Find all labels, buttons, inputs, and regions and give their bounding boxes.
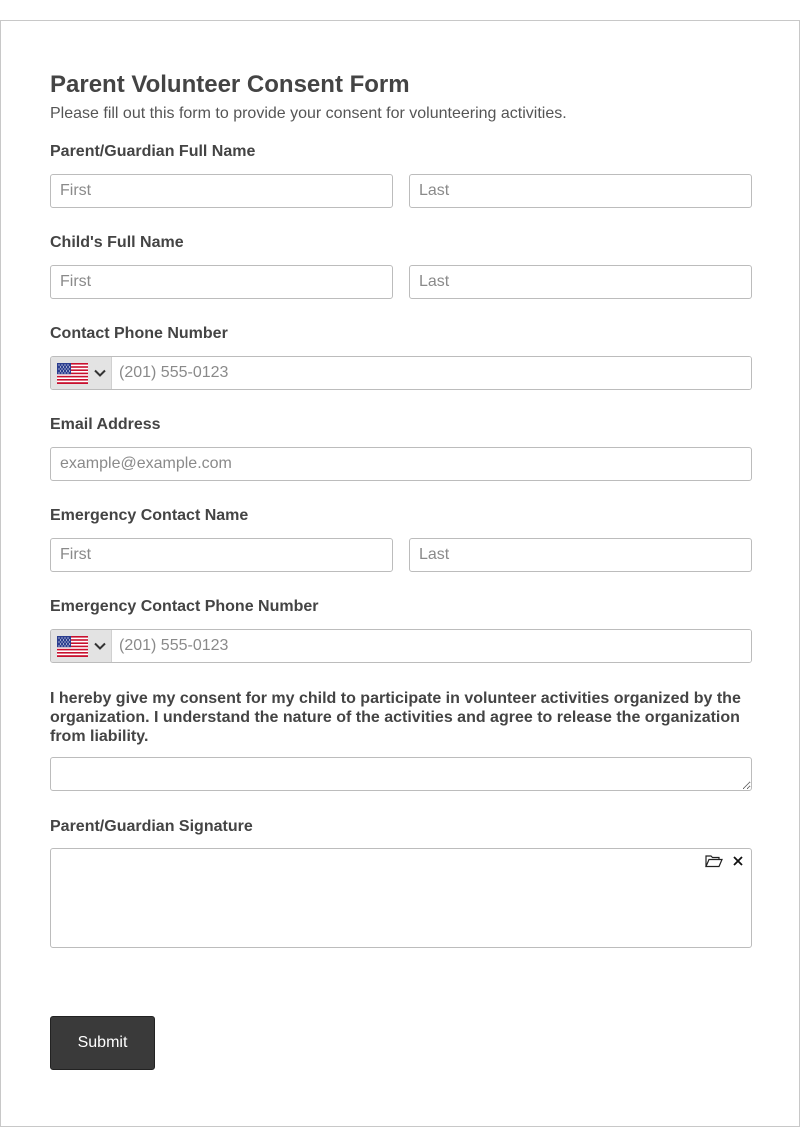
email-label: Email Address xyxy=(50,416,161,433)
folder-open-icon[interactable] xyxy=(705,854,723,868)
close-icon[interactable] xyxy=(731,854,745,868)
country-code-select[interactable] xyxy=(51,630,112,662)
us-flag-icon xyxy=(57,636,88,657)
chevron-down-icon xyxy=(94,369,106,377)
contact-phone-input[interactable] xyxy=(112,357,751,389)
emergency-phone-label: Emergency Contact Phone Number xyxy=(50,598,319,615)
emergency-name-label: Emergency Contact Name xyxy=(50,507,249,524)
parent-last-name-input[interactable] xyxy=(409,174,752,208)
parent-first-name-input[interactable] xyxy=(50,174,393,208)
us-flag-icon xyxy=(57,363,88,384)
form-container xyxy=(0,20,800,1127)
emergency-phone-input[interactable] xyxy=(112,630,751,662)
consent-textarea[interactable] xyxy=(50,757,752,791)
signature-pad[interactable] xyxy=(50,848,752,948)
consent-statement: I hereby give my consent for my child to participate in volunteer activities organized by the organization. I understand the nature of the activities and agree to release the organization from liability. xyxy=(50,690,741,745)
form-subtitle: Please fill out this form to provide your consent for volunteering activities. xyxy=(50,105,567,122)
country-code-select[interactable] xyxy=(51,357,112,389)
email-input[interactable] xyxy=(50,447,752,481)
child-first-name-input[interactable] xyxy=(50,265,393,299)
form-title: Parent Volunteer Consent Form xyxy=(50,71,410,98)
contact-phone-field xyxy=(50,356,752,390)
contact-phone-label: Contact Phone Number xyxy=(50,325,228,342)
child-name-label: Child's Full Name xyxy=(50,234,184,251)
chevron-down-icon xyxy=(94,642,106,650)
signature-label: Parent/Guardian Signature xyxy=(50,818,253,835)
child-last-name-input[interactable] xyxy=(409,265,752,299)
emergency-phone-field xyxy=(50,629,752,663)
emergency-first-name-input[interactable] xyxy=(50,538,393,572)
parent-name-label: Parent/Guardian Full Name xyxy=(50,143,256,160)
emergency-last-name-input[interactable] xyxy=(409,538,752,572)
submit-button[interactable]: Submit xyxy=(50,1016,155,1070)
